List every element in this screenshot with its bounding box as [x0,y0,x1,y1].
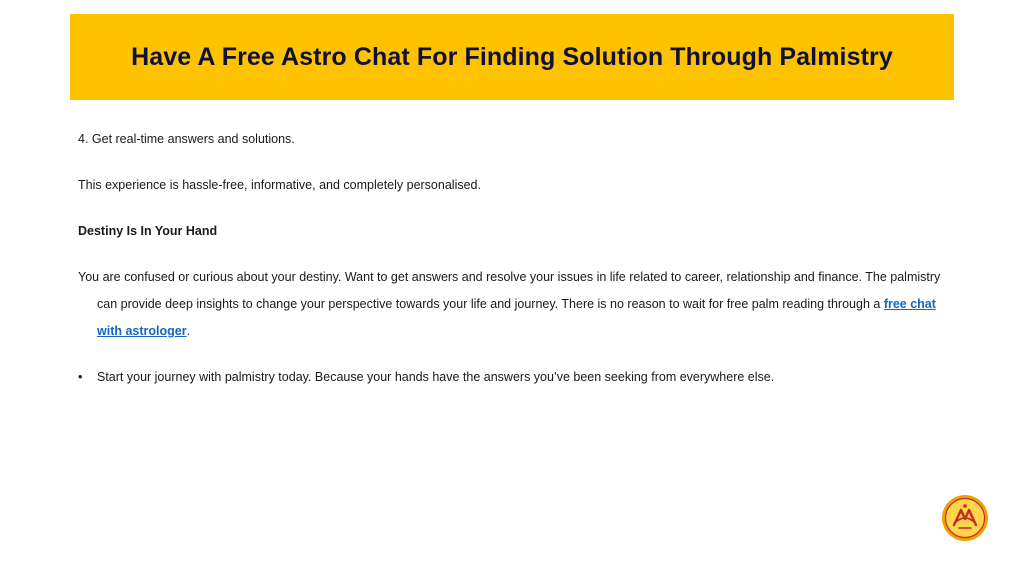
destiny-paragraph-text: You are confused or curious about your destiny. Want to get answers and resolve your issues in life related to career, relationship and finance. The palmistry can provide deep insights to change your perspective towards your life and journey. There is no reason to wait for free palm reading through a [78,270,941,311]
bullet-text: Start your journey with palmistry today. Because your hands have the answers you’ve been seeking from everywhere else. [97,370,775,384]
destiny-paragraph-end: . [186,324,191,338]
bullet-list-item [78,364,948,391]
slide-body [78,126,948,391]
brand-logo-icon [941,494,989,542]
title-banner [70,14,954,100]
experience-text: This experience is hassle-free, informative, and completely personalised. [78,178,481,192]
astrology-brand-logo-icon [941,494,989,542]
page-title: Have A Free Astro Chat For Finding Solution Through Palmistry [131,42,893,71]
step-four-text: 4. Get real-time answers and solutions. [78,132,295,146]
section-heading: Destiny Is In Your Hand [78,224,218,238]
bullet-icon: • [78,370,83,384]
destiny-paragraph [78,264,948,345]
free-chat-link[interactable]: free chat with astrologer [97,297,936,338]
